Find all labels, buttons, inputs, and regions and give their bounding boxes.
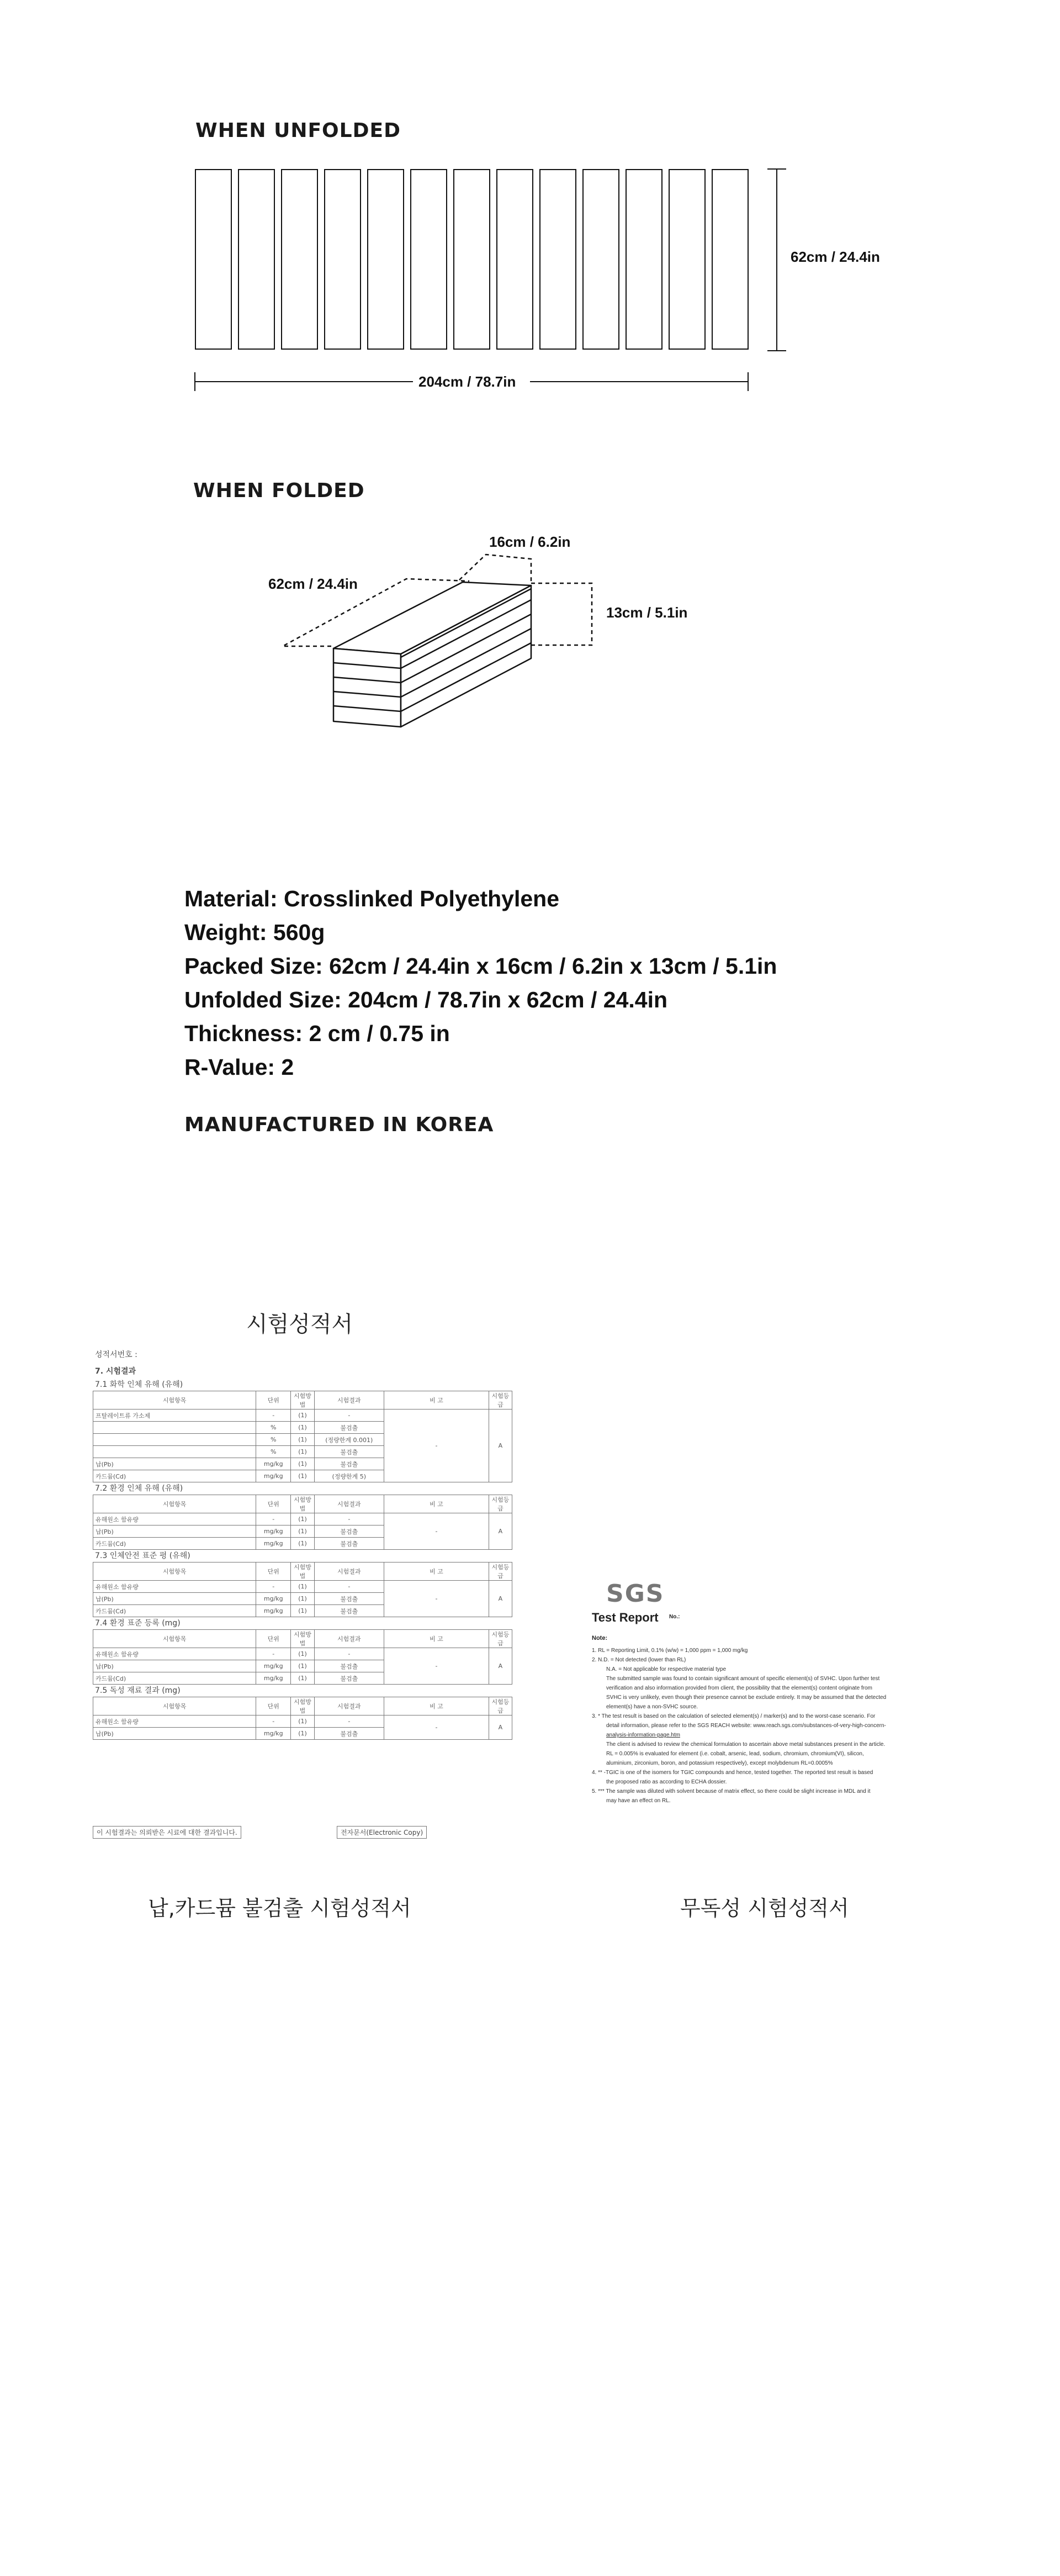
col-result: 시험결과 xyxy=(314,1495,384,1513)
mat-panel xyxy=(324,169,361,350)
col-remark: 비 고 xyxy=(384,1563,489,1581)
note-line: The submitted sample was found to contain significant amount of specific element(s) of SVHC. Upon further test xyxy=(606,1676,880,1682)
sgs-test-report xyxy=(592,1569,967,1856)
row-item: 프탈레이트류 가소제 xyxy=(93,1410,256,1422)
mat-panel xyxy=(410,169,447,350)
mat-panel xyxy=(453,169,490,350)
row-method: (1) xyxy=(291,1648,314,1660)
row-method: (1) xyxy=(291,1434,314,1446)
row-unit: - xyxy=(256,1410,291,1422)
report-table-2 xyxy=(93,1495,512,1550)
row-unit: % xyxy=(256,1422,291,1434)
report-section-title: 7. 시험결과 xyxy=(95,1367,136,1376)
row-item: 카드뮴(Cd) xyxy=(93,1470,256,1482)
row-method: (1) xyxy=(291,1538,314,1550)
row-grade: A xyxy=(489,1715,512,1740)
row-unit: mg/kg xyxy=(256,1605,291,1617)
row-method: (1) xyxy=(291,1513,314,1525)
note-line: detail information, please refer to the SGS REACH website: www.reach.sgs.com/substances-of-very-high-concern- xyxy=(606,1723,886,1729)
row-remark: - xyxy=(384,1715,489,1740)
row-unit: - xyxy=(256,1648,291,1660)
height-dimension-cap-bottom xyxy=(767,350,786,351)
col-method: 시험방법 xyxy=(291,1630,314,1648)
sgs-note-label: Note: xyxy=(592,1635,608,1641)
row-result: 불검출 xyxy=(314,1605,384,1617)
row-item: 납(Pb) xyxy=(93,1728,256,1740)
col-result: 시험결과 xyxy=(314,1391,384,1410)
row-unit: - xyxy=(256,1581,291,1593)
width-dimension-line-right xyxy=(530,381,749,382)
row-item: 유해원소 함유량 xyxy=(93,1581,256,1593)
row-item: 납(Pb) xyxy=(93,1525,256,1538)
row-method: (1) xyxy=(291,1593,314,1605)
sgs-report-number: No.: xyxy=(669,1614,680,1620)
doc1-title: 시험성적서 xyxy=(246,1312,353,1337)
mat-panel xyxy=(669,169,706,350)
row-result: (정량한계 0.001) xyxy=(314,1434,384,1446)
row-item: 유해원소 함유량 xyxy=(93,1715,256,1728)
col-remark: 비 고 xyxy=(384,1391,489,1410)
width-dimension-cap-left xyxy=(194,372,195,391)
spec-material: Material: Crosslinked Polyethylene xyxy=(184,886,560,911)
row-result: 불검출 xyxy=(314,1660,384,1672)
sgs-report-title: Test Report xyxy=(592,1611,659,1624)
col-judge: 시험등급 xyxy=(489,1391,512,1410)
note-line: The client is advised to review the chemical formulation to ascertain above metal substances present in the article. xyxy=(606,1741,886,1748)
row-result: 불검출 xyxy=(314,1593,384,1605)
report-sub-4: 7.4 환경 표준 등록 (mg) xyxy=(95,1619,181,1628)
col-unit: 단위 xyxy=(256,1697,291,1715)
row-method: (1) xyxy=(291,1458,314,1470)
note-line: RL = 0.005% is evaluated for element (i.e. cobalt, arsenic, lead, sodium, chromium, chromium(VI), silicon, xyxy=(606,1751,864,1757)
row-unit: mg/kg xyxy=(256,1672,291,1685)
report-sub-3: 7.3 인체안전 표준 평 (유해) xyxy=(95,1551,190,1560)
row-method: (1) xyxy=(291,1422,314,1434)
unfolded-heading: WHEN UNFOLDED xyxy=(195,119,401,142)
row-unit: mg/kg xyxy=(256,1470,291,1482)
row-item xyxy=(93,1422,256,1434)
spec-r-value: R-Value: 2 xyxy=(184,1054,294,1080)
note-line: 4. ** -TGIC is one of the isomers for TGIC compounds and hence, tested together. The reported test result is based xyxy=(592,1770,873,1776)
row-unit: % xyxy=(256,1434,291,1446)
col-unit: 단위 xyxy=(256,1391,291,1410)
col-result: 시험결과 xyxy=(314,1697,384,1715)
height-dimension-line xyxy=(776,169,777,351)
row-item: 납(Pb) xyxy=(93,1458,256,1470)
note-line: may have an effect on RL. xyxy=(606,1798,671,1804)
row-result: 불검출 xyxy=(314,1525,384,1538)
col-method: 시험방법 xyxy=(291,1563,314,1581)
folded-height-label: 13cm / 5.1in xyxy=(606,604,688,621)
doc2-caption: 무독성 시험성적서 xyxy=(680,1896,849,1920)
row-unit: mg/kg xyxy=(256,1593,291,1605)
col-remark: 비 고 xyxy=(384,1630,489,1648)
row-grade: A xyxy=(489,1410,512,1482)
unfolded-width-label: 204cm / 78.7in xyxy=(418,373,516,390)
row-item: 카드뮴(Cd) xyxy=(93,1538,256,1550)
spec-unfolded-size: Unfolded Size: 204cm / 78.7in x 62cm / 24.4in xyxy=(184,987,668,1012)
row-unit: - xyxy=(256,1715,291,1728)
mat-panel xyxy=(712,169,749,350)
row-result: (정량한계 5) xyxy=(314,1470,384,1482)
col-judge: 시험등급 xyxy=(489,1563,512,1581)
row-unit: % xyxy=(256,1446,291,1458)
row-remark: - xyxy=(384,1581,489,1617)
korean-test-report xyxy=(88,1342,519,1856)
col-method: 시험방법 xyxy=(291,1391,314,1410)
row-result: 불검출 xyxy=(314,1458,384,1470)
mat-panel xyxy=(281,169,318,350)
folded-length-label: 62cm / 24.4in xyxy=(268,576,358,592)
note-line: verification and also information provided from client, the possibility that the element(s) content originate from xyxy=(606,1685,872,1691)
col-unit: 단위 xyxy=(256,1630,291,1648)
spec-packed-size: Packed Size: 62cm / 24.4in x 16cm / 6.2in x 13cm / 5.1in xyxy=(184,953,777,979)
mat-panel xyxy=(367,169,404,350)
note-line: 3. * The test result is based on the calculation of selected element(s) / marker(s) and to the worst-case scenario. For xyxy=(592,1713,876,1719)
row-method: (1) xyxy=(291,1715,314,1728)
origin-heading: MANUFACTURED IN KOREA xyxy=(184,1113,494,1136)
report-footer-left: 이 시험결과는 의뢰받은 시료에 대한 결과입니다. xyxy=(93,1826,241,1839)
width-dimension-cap-right xyxy=(748,372,749,391)
row-result: 불검출 xyxy=(314,1446,384,1458)
mat-panel xyxy=(496,169,533,350)
col-judge: 시험등급 xyxy=(489,1697,512,1715)
report-table-4 xyxy=(93,1629,512,1685)
row-result: - xyxy=(314,1410,384,1422)
row-method: (1) xyxy=(291,1672,314,1685)
report-sub-2: 7.2 환경 인체 유해 (유해) xyxy=(95,1484,183,1493)
row-item: 카드뮴(Cd) xyxy=(93,1605,256,1617)
row-result: 불검출 xyxy=(314,1728,384,1740)
row-method: (1) xyxy=(291,1410,314,1422)
row-method: (1) xyxy=(291,1470,314,1482)
sgs-note-lines xyxy=(592,1646,962,1806)
row-result: - xyxy=(314,1715,384,1728)
row-method: (1) xyxy=(291,1446,314,1458)
col-result: 시험결과 xyxy=(314,1563,384,1581)
row-result: - xyxy=(314,1513,384,1525)
row-result: 불검출 xyxy=(314,1422,384,1434)
row-result: 불검출 xyxy=(314,1538,384,1550)
col-unit: 단위 xyxy=(256,1563,291,1581)
row-unit: mg/kg xyxy=(256,1728,291,1740)
note-line: N.A. = Not applicable for respective material type xyxy=(606,1666,727,1672)
mat-panel xyxy=(539,169,576,350)
col-item: 시험항목 xyxy=(93,1563,256,1581)
report-table-5 xyxy=(93,1697,512,1740)
sgs-logo: SGS xyxy=(606,1580,665,1608)
folded-mat-drawing xyxy=(0,530,1060,762)
row-item xyxy=(93,1434,256,1446)
report-footer-mid: 전자문서(Electronic Copy) xyxy=(337,1826,427,1839)
note-line: SVHC is very unlikely, even though their presence cannot be exclude entirely. It may be assumed that the detected xyxy=(606,1695,887,1701)
unfolded-height-label: 62cm / 24.4in xyxy=(791,249,880,265)
col-item: 시험항목 xyxy=(93,1495,256,1513)
row-method: (1) xyxy=(291,1728,314,1740)
row-method: (1) xyxy=(291,1581,314,1593)
report-table-1 xyxy=(93,1391,512,1482)
col-unit: 단위 xyxy=(256,1495,291,1513)
spec-weight: Weight: 560g xyxy=(184,920,325,945)
row-grade: A xyxy=(489,1648,512,1685)
col-item: 시험항목 xyxy=(93,1697,256,1715)
col-method: 시험방법 xyxy=(291,1697,314,1715)
col-judge: 시험등급 xyxy=(489,1630,512,1648)
row-item: 유해원소 함유량 xyxy=(93,1648,256,1660)
row-method: (1) xyxy=(291,1525,314,1538)
row-result: - xyxy=(314,1648,384,1660)
report-sub-1: 7.1 화학 인체 유해 (유해) xyxy=(95,1380,183,1389)
row-grade: A xyxy=(489,1581,512,1617)
col-judge: 시험등급 xyxy=(489,1495,512,1513)
row-item xyxy=(93,1446,256,1458)
row-remark: - xyxy=(384,1410,489,1482)
height-dimension-cap-top xyxy=(767,168,786,170)
row-item: 납(Pb) xyxy=(93,1660,256,1672)
note-line: 5. *** The sample was diluted with solvent because of matrix effect, so there could be slight increase in MDL and it xyxy=(592,1788,871,1794)
row-unit: mg/kg xyxy=(256,1458,291,1470)
note-line: analysis-information-page.htm xyxy=(606,1732,680,1738)
mat-panel xyxy=(195,169,232,350)
col-remark: 비 고 xyxy=(384,1495,489,1513)
note-line: aluminium, zirconium, boron, and potassium respectively), except molybdenum RL=0.0005% xyxy=(606,1760,833,1766)
report-number-label: 성적서번호 : xyxy=(95,1350,137,1359)
col-remark: 비 고 xyxy=(384,1697,489,1715)
doc1-caption: 납,카드뮴 불검출 시험성적서 xyxy=(148,1896,411,1920)
col-item: 시험항목 xyxy=(93,1391,256,1410)
col-item: 시험항목 xyxy=(93,1630,256,1648)
row-result: 불검출 xyxy=(314,1672,384,1685)
col-result: 시험결과 xyxy=(314,1630,384,1648)
report-sub-5: 7.5 독성 재료 결과 (mg) xyxy=(95,1686,181,1695)
width-dimension-line-left xyxy=(195,381,413,382)
mat-panel xyxy=(238,169,275,350)
folded-heading: WHEN FOLDED xyxy=(193,479,365,502)
spec-thickness: Thickness: 2 cm / 0.75 in xyxy=(184,1021,450,1046)
mat-panel xyxy=(626,169,662,350)
row-unit: mg/kg xyxy=(256,1525,291,1538)
row-remark: - xyxy=(384,1513,489,1550)
mat-panel xyxy=(582,169,619,350)
row-remark: - xyxy=(384,1648,489,1685)
row-item: 유해원소 함유량 xyxy=(93,1513,256,1525)
report-table-3 xyxy=(93,1562,512,1617)
note-line: 2. N.D. = Not detected (lower than RL) xyxy=(592,1657,686,1663)
row-method: (1) xyxy=(291,1660,314,1672)
col-method: 시험방법 xyxy=(291,1495,314,1513)
folded-width-label: 16cm / 6.2in xyxy=(489,534,571,550)
row-item: 납(Pb) xyxy=(93,1593,256,1605)
row-unit: - xyxy=(256,1513,291,1525)
row-grade: A xyxy=(489,1513,512,1550)
row-unit: mg/kg xyxy=(256,1538,291,1550)
row-item: 카드뮴(Cd) xyxy=(93,1672,256,1685)
row-result: - xyxy=(314,1581,384,1593)
note-line: the proposed ratio as according to ECHA dossier. xyxy=(606,1779,727,1785)
note-line: 1. RL = Reporting Limit, 0.1% (w/w) = 1,000 ppm = 1,000 mg/kg xyxy=(592,1648,748,1654)
note-line: element(s) have a non-SVHC source. xyxy=(606,1704,698,1710)
row-unit: mg/kg xyxy=(256,1660,291,1672)
row-method: (1) xyxy=(291,1605,314,1617)
